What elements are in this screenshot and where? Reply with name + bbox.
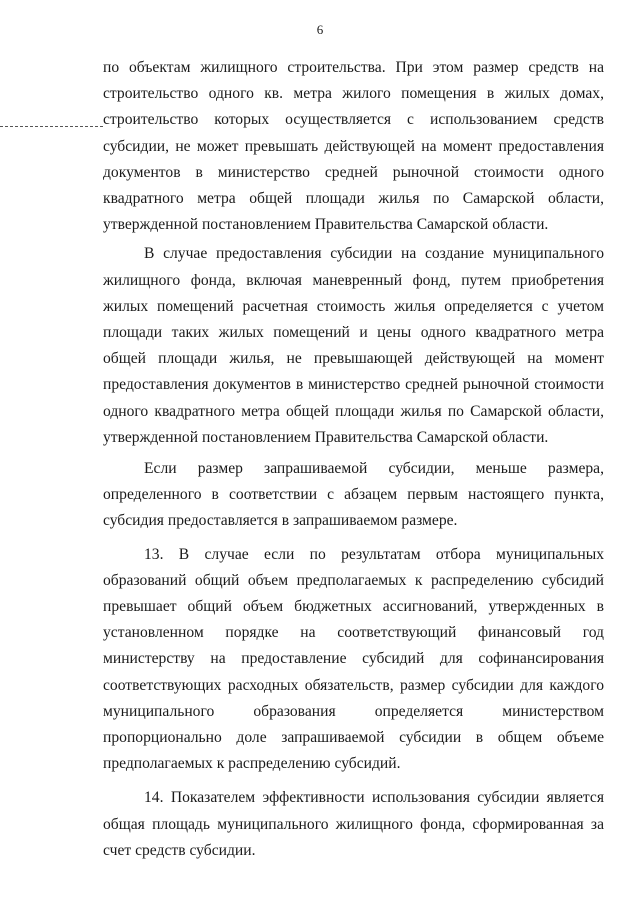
paragraph-item-13: 13. В случае если по результатам отбора муниципальных образований общий объем предполагаемых к распределению субсидий превышает общий объем бюджетных ассигнований, утвержденных в установленном порядке на соответствующий финансовый год министерству на предоставление субсидий для софинансирования соответствующих расходных обязательств, размер субсидии для каждого муниципального образования определяется министерством пропорционально доле запрашиваемой субсидии в общем объеме предполагаемых к распределению субсидий.: [103, 545, 604, 773]
scan-artifact-line: [0, 126, 103, 127]
paragraph-continuation: по объектам жилищного строительства. При этом размер средств на строительство одного кв. метра жилого помещения в жилых домах, строительство которых осуществляется с использованием средств субсидии, не может превышать действующей на момент предоставления документов в министерство средней рыночной стоимости одного квадратного метра общей площади жилья по Самарской области, утвержденной постановлением Правительства Самарской области.: [103, 59, 604, 234]
page-number: 6: [316, 22, 324, 37]
document-body: [103, 55, 604, 864]
paragraph-requested-amount: Если размер запрашиваемой субсидии, меньше размера, определенного в соответствии с абзацем первым настоящего пункта, субсидия предоставляется в запрашиваемом размере.: [103, 460, 604, 530]
paragraph-housing-purchase: В случае предоставления субсидии на создание муниципального жилищного фонда, включая маневренный фонд, путем приобретения жилых помещений расчетная стоимость жилья определяется с учетом площади таких жилых помещений и цены одного квадратного метра общей площади жилья, не превышающей действующей на момент предоставления документов в министерство средней рыночной стоимости одного квадратного метра общей площади жилья по Самарской области, утвержденной постановлением Правительства Самарской области.: [103, 245, 604, 446]
paragraph-item-14: 14. Показателем эффективности использования субсидии является общая площадь муниципального жилищного фонда, сформированная за счет средств субсидии.: [103, 789, 604, 859]
